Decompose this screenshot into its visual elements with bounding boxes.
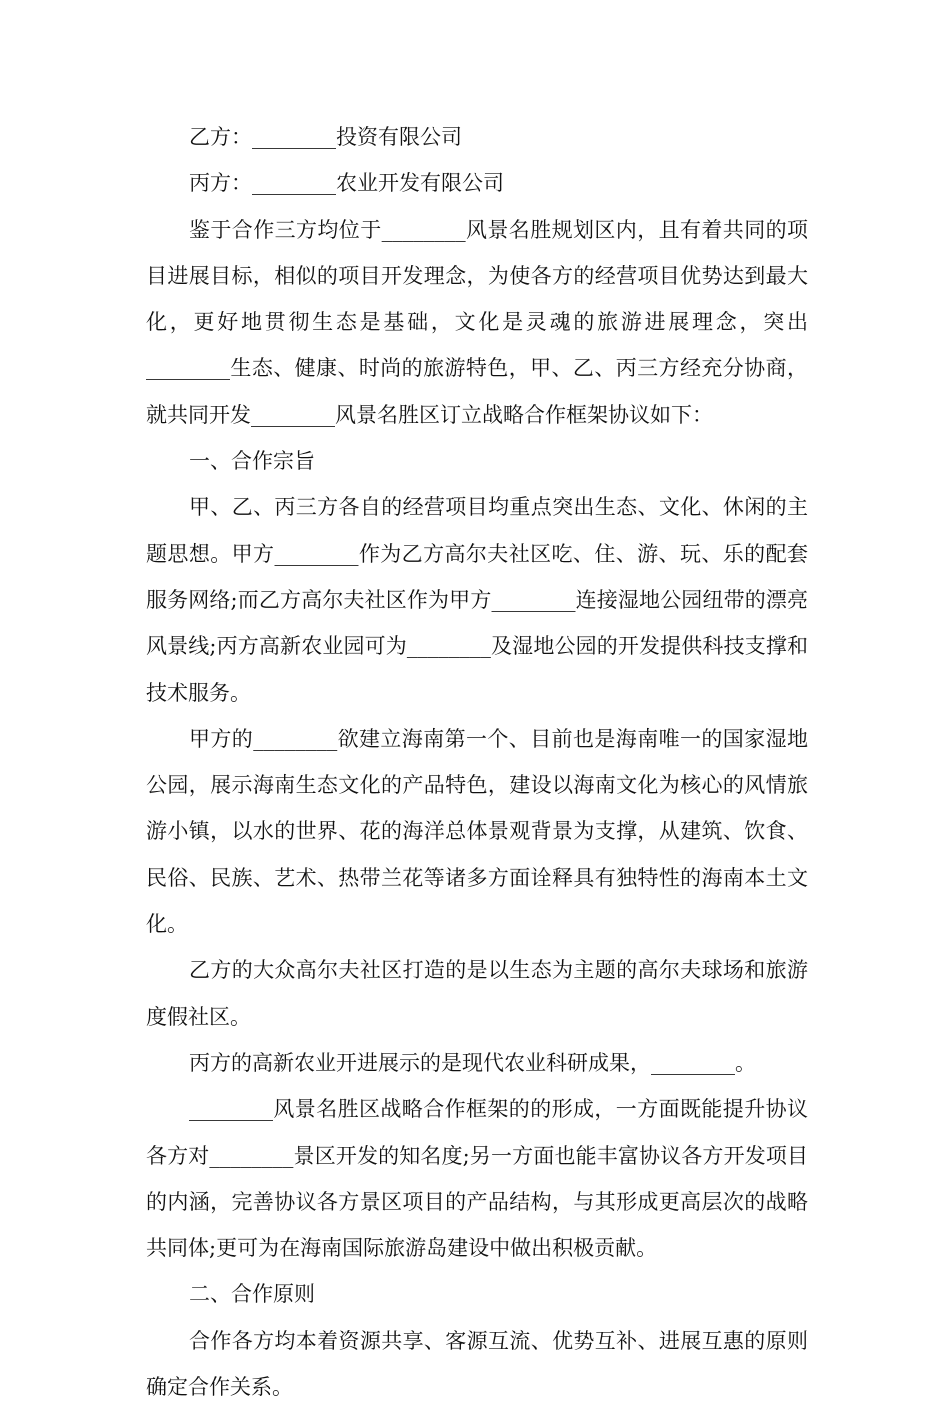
section-2-heading: 二、合作原则 [189,1282,315,1307]
section-1-paragraph-1: 甲、乙、丙三方各自的经营项目均重点突出生态、文化、休闲的主题思想。甲方________作为乙方高尔夫社区吃、住、游、玩、乐的配套服务网络;而乙方高尔夫社区作为甲方________连接湿地公园纽带的漂亮风景线;丙方高新农业园可为________及湿地公园的开发提供科技支撑和技术服务。 [146,495,808,705]
party-b-line: 乙方：________投资有限公司 [189,125,462,149]
section-1-paragraph-5: ________风景名胜区战略合作框架的的形成，一方面既能提升协议各方对________景区开发的知名度;另一方面也能丰富协议各方开发项目的内涵，完善协议各方景区项目的产品结构，与其形成更高层次的战略共同体;更可为在海南国际旅游岛建设中做出积极贡献。 [146,1097,808,1261]
section-1-heading: 一、合作宗旨 [189,449,315,474]
preamble-paragraph: 鉴于合作三方均位于________风景名胜规划区内，且有着共同的项目进展目标，相似的项目开发理念，为使各方的经营项目优势达到最大化，更好地贯彻生态是基础，文化是灵魂的旅游进展理念，突出________生态、健康、时尚的旅游特色，甲、乙、丙三方经充分协商，就共同开发________风景名胜区订立战略合作框架协议如下： [146,217,808,427]
section-2-paragraph-1: 合作各方均本着资源共享、客源互流、优势互补、进展互惠的原则确定合作关系。 [146,1328,808,1400]
agreement-document [146,114,808,1410]
section-1-paragraph-2: 甲方的________欲建立海南第一个、目前也是海南唯一的国家湿地公园，展示海南生态文化的产品特色，建设以海南文化为核心的风情旅游小镇，以水的世界、花的海洋总体景观背景为支撑，从建筑、饮食、民俗、民族、艺术、热带兰花等诸多方面诠释具有独特性的海南本土文化。 [146,726,808,937]
section-1-paragraph-3: 乙方的大众高尔夫社区打造的是以生态为主题的高尔夫球场和旅游度假社区。 [146,958,808,1029]
section-1-paragraph-4: 丙方的高新农业开进展示的是现代农业科研成果，________。 [189,1050,756,1075]
party-c-line: 丙方：________农业开发有限公司 [189,171,504,196]
